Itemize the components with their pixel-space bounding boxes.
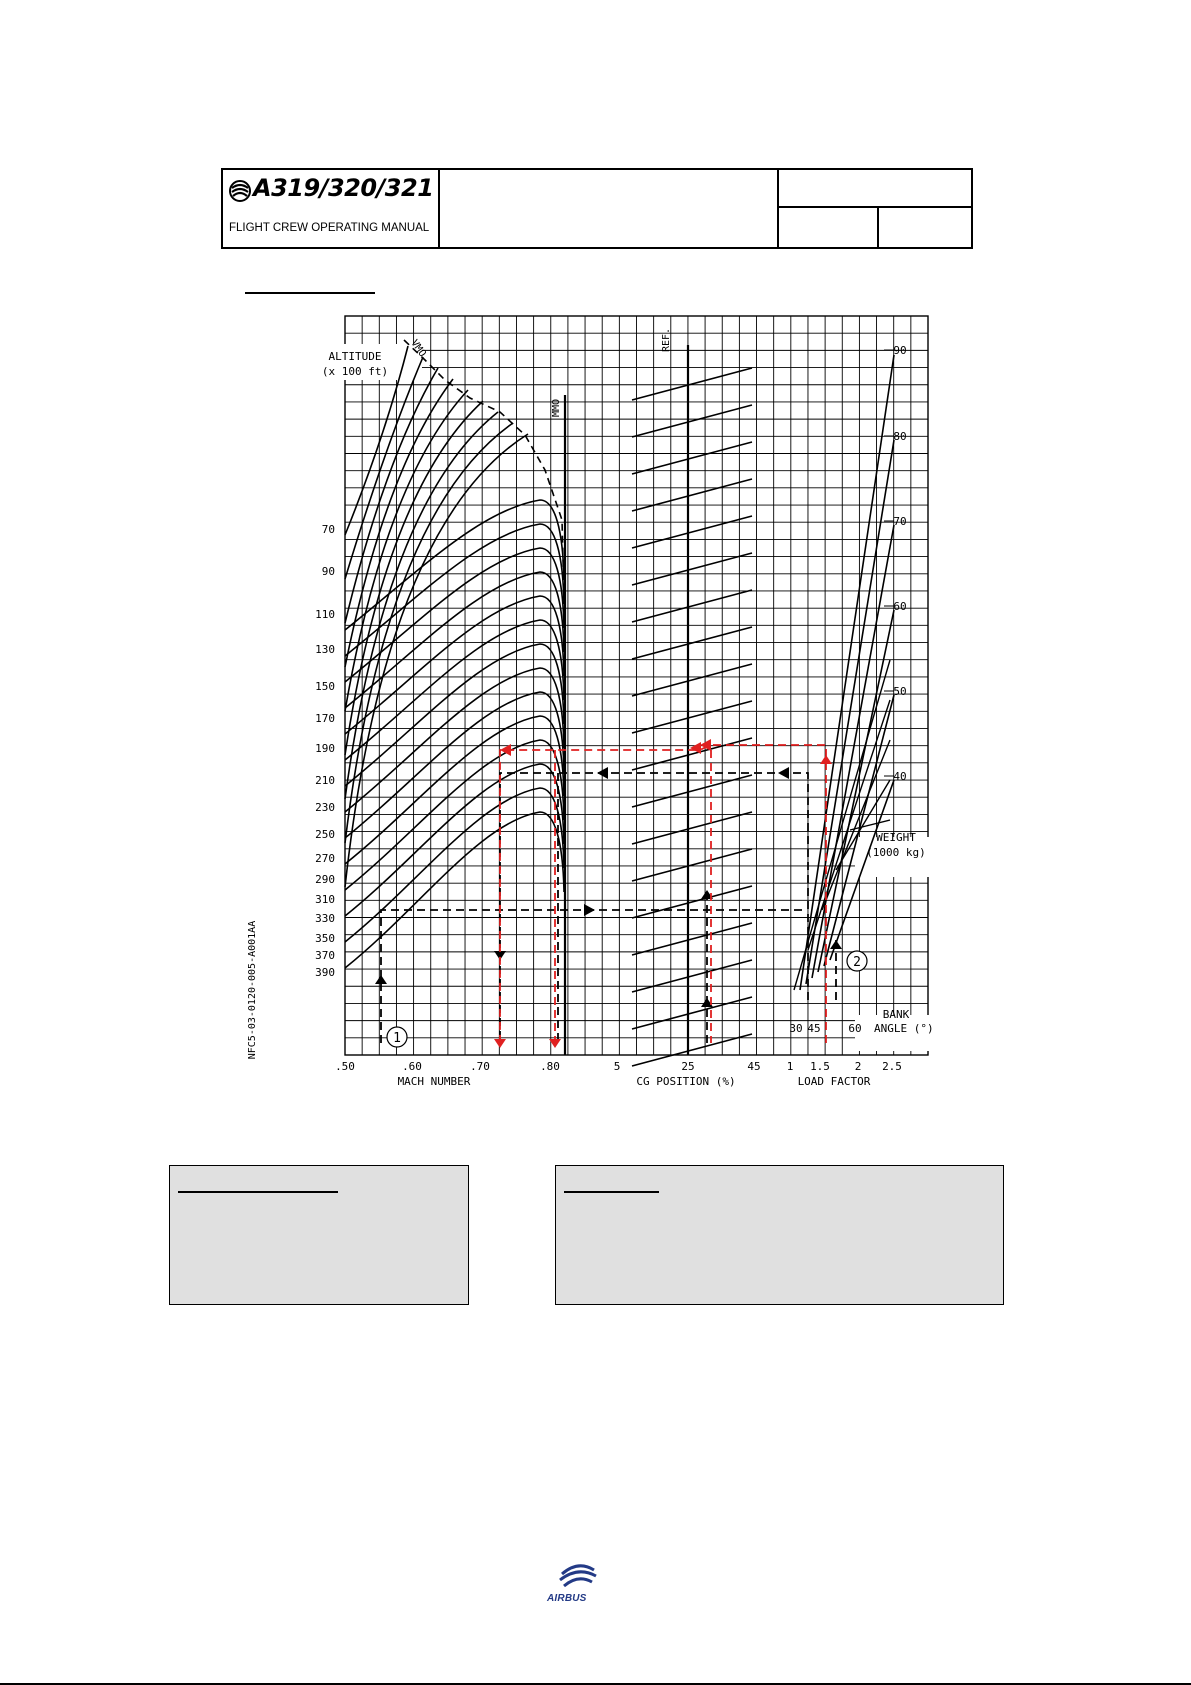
cg-correction-line [632,553,752,585]
cg-correction-line [632,664,752,696]
altitude-tick: 110 [315,608,335,621]
altitude-label-line2: (x 100 ft) [321,365,389,378]
cg-correction-line [632,442,752,474]
load-factor-axis-label: LOAD FACTOR [797,1075,871,1088]
load-factor-line [800,355,894,990]
cg-correction-line [632,886,752,918]
red-arrow-down-mach1 [494,1039,506,1048]
cg-tick: 45 [747,1060,761,1073]
bank-label-line2: ANGLE (°) [874,1022,934,1035]
black-arrow-right [584,904,595,916]
mach-tick: .60 [402,1060,422,1073]
cg-correction-line [632,627,752,659]
figure-code: NFC5-03-0120-005-A001AA [247,920,258,1060]
cg-correction-line [632,812,752,844]
airbus-footer-logo-icon [556,1560,600,1596]
note-box-left [169,1165,469,1305]
airbus-footer-text: AIRBUS [547,1593,587,1604]
altitude-tick: 190 [315,742,335,755]
black-arrow-left-weight [778,767,789,779]
altitude-tick: 70 [321,523,335,536]
load-factor-tick: 1 [786,1060,794,1073]
weight-tick: 80 [893,430,907,443]
buffet-curve-low [345,500,564,630]
red-path-weight [500,745,826,1043]
altitude-tick: 330 [315,912,335,925]
mach-tick: .80 [540,1060,560,1073]
cg-ref-label: REF. [661,327,672,353]
weight-label-line2: (1000 kg) [866,846,926,859]
bank-label-line1: BANK [882,1008,910,1021]
altitude-tick: 250 [315,828,335,841]
vmo-label: VMO [408,338,428,360]
cg-correction-line [632,590,752,622]
altitude-tick: 390 [315,966,335,979]
weight-tick: 50 [893,685,907,698]
altitude-label-line1: ALTITUDE [328,350,382,363]
weight-tick: 70 [893,515,907,528]
mach-tick: .50 [335,1060,355,1073]
load-factor-tick: 2 [854,1060,862,1073]
weight-label-line1: WEIGHT [876,831,916,844]
brand-model: A319/320/321 [253,174,434,202]
cg-correction-line [632,516,752,548]
altitude-tick: 290 [315,873,335,886]
black-arrow-up [375,975,387,984]
bank-tick: 60 [848,1022,862,1035]
mmo-label: MMO [551,398,562,418]
buffet-curve-low [345,524,564,656]
black-path-altitude [381,910,806,1043]
cg-correction-line [632,405,752,437]
cg-tick: 25 [681,1060,695,1073]
chart-grid [330,316,938,1055]
example-paths [375,739,842,1048]
weight-tick: 90 [893,344,907,357]
altitude-tick: 230 [315,801,335,814]
weight-tick: 60 [893,600,907,613]
load-factor-line [812,525,894,978]
bank-tick: 30 [789,1022,803,1035]
altitude-tick: 270 [315,852,335,865]
altitude-tick: 210 [315,774,335,787]
buffet-curve-high [345,357,423,579]
mach-axis-label: MACH NUMBER [397,1075,471,1088]
weight-tick: 40 [893,770,907,783]
red-arrow-up-lf [820,755,832,764]
altitude-tick: 310 [315,893,335,906]
cg-correction-line [632,960,752,992]
load-factor-tick: 2.5 [882,1060,902,1073]
bank-tick: 45 [807,1022,821,1035]
altitude-tick: 170 [315,712,335,725]
altitude-tick: 370 [315,949,335,962]
note-box-right [555,1165,1004,1305]
altitude-tick: 350 [315,932,335,945]
marker-number: 2 [853,955,861,970]
red-arrow-left-cg2 [690,742,701,754]
altitude-tick: 90 [321,565,335,578]
mach-tick: .70 [470,1060,490,1073]
marker-number: 1 [393,1031,401,1046]
cg-correction-line [632,368,752,400]
load-factor-tick: 1.5 [810,1060,830,1073]
cg-axis-label: CG POSITION (%) [636,1075,736,1088]
altitude-tick: 130 [315,643,335,656]
cg-correction-line [632,997,752,1029]
cg-correction-line [632,849,752,881]
brand-subtitle: FLIGHT CREW OPERATING MANUAL [229,222,430,234]
cg-correction-line [632,738,752,770]
black-arrow-up-lf [830,940,842,949]
note-box-right-underline [564,1191,659,1193]
note-box-left-underline [178,1191,338,1193]
cg-tick: 5 [613,1060,621,1073]
cg-correction-line [632,923,752,955]
altitude-tick: 150 [315,680,335,693]
cg-correction-line [632,479,752,511]
chart-labels [247,328,934,1088]
